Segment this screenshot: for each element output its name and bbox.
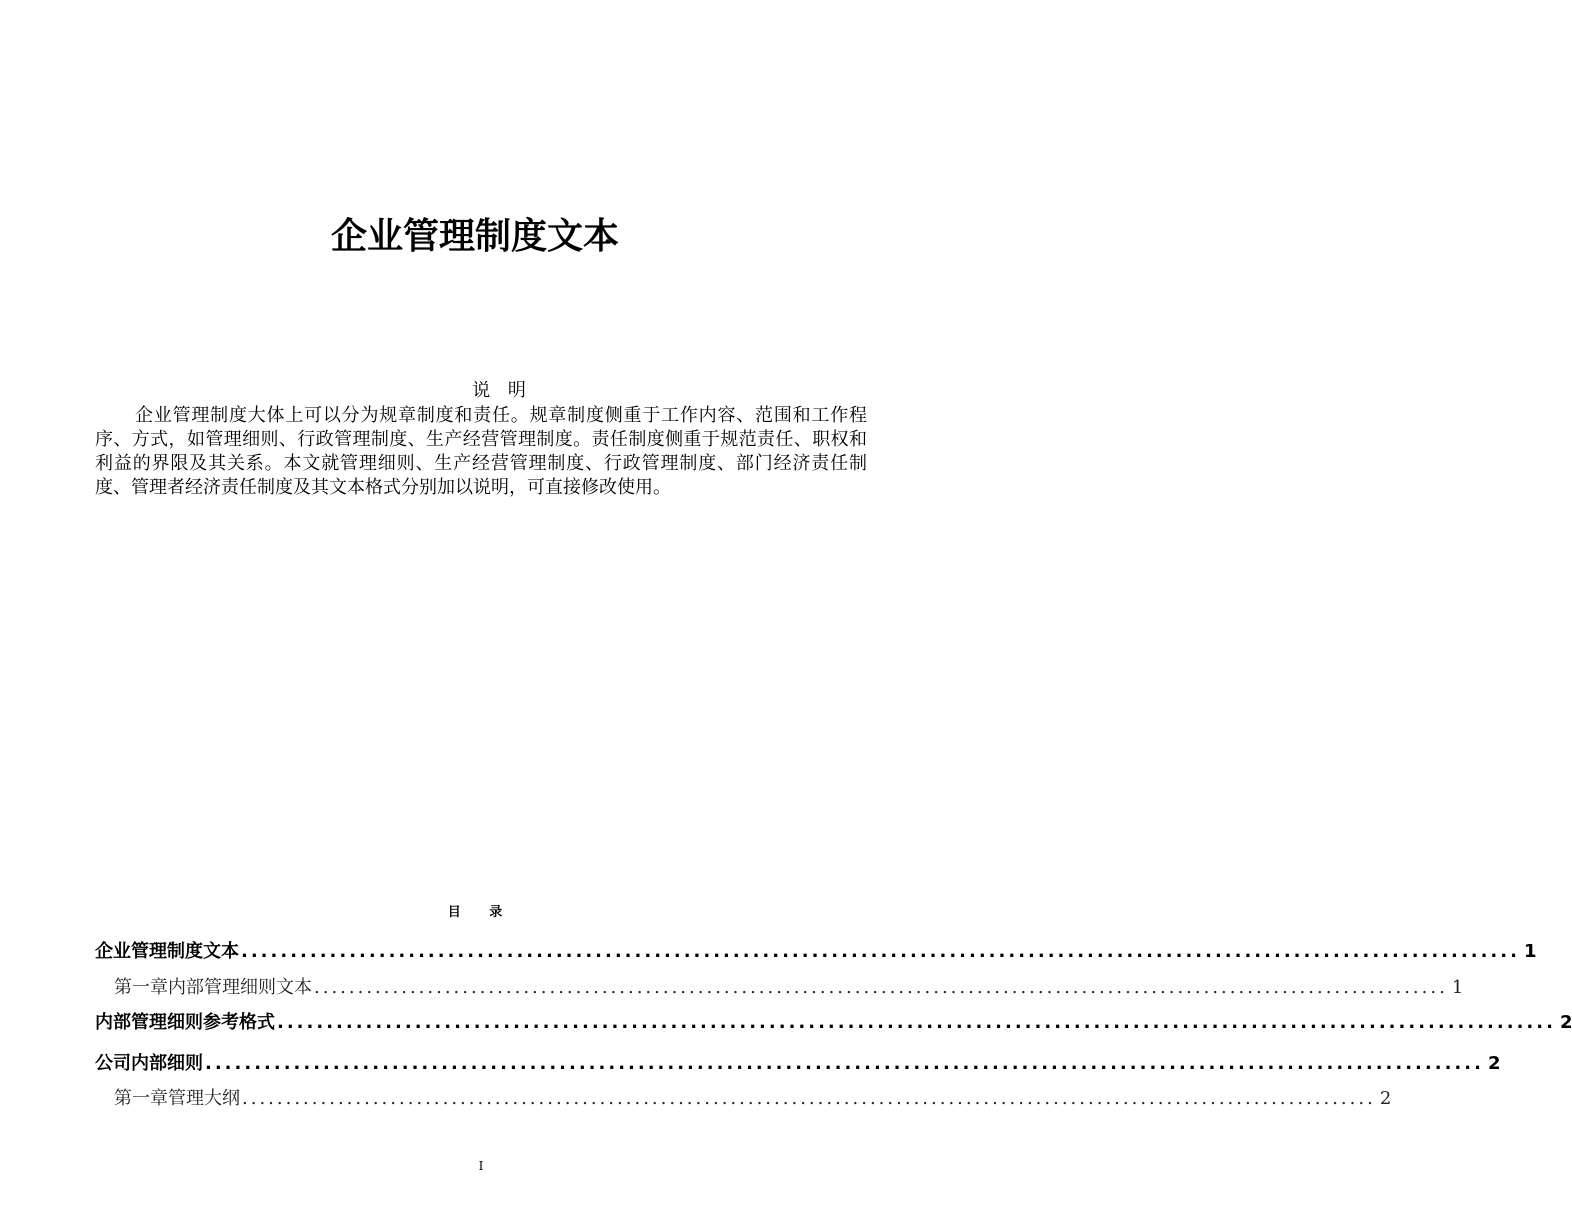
toc-entry-company-internal-rules[interactable]: [95, 1051, 1501, 1077]
toc-entry-label: 企业管理制度文本: [95, 941, 239, 962]
toc-entry-page: 2: [1559, 1012, 1572, 1033]
toc-dot-leader: ..................................................................................................................................: [277, 1012, 1556, 1033]
toc-entry-page: 2: [1487, 1053, 1501, 1074]
toc-dot-leader: ..................................................................................................................................: [205, 1053, 1484, 1074]
document-title: 企业管理制度文本: [330, 216, 619, 257]
toc-dot-leader: ..................................................................................................................................: [242, 1088, 1376, 1109]
toc-entry-page: 1: [1523, 941, 1537, 962]
toc-entry-chapter1-management-outline[interactable]: [114, 1086, 1392, 1112]
toc-entry-page: 2: [1379, 1088, 1392, 1109]
toc-heading: 目 录: [447, 905, 515, 920]
toc-entry-internal-rules-format[interactable]: [95, 1010, 1572, 1036]
toc-entry-label: 管理大纲: [168, 1088, 240, 1109]
section-heading-explanation: 说 明: [472, 380, 532, 401]
toc-entry-chapter: 第一章: [114, 977, 168, 998]
toc-entry-label: 公司内部细则: [95, 1053, 203, 1074]
toc-entry-chapter1-internal-rules-text[interactable]: [114, 975, 1464, 1001]
toc-entry-page: 1: [1451, 977, 1464, 998]
toc-entry-label: 内部管理细则参考格式: [95, 1012, 275, 1033]
toc-entry-chapter: 第一章: [114, 1088, 168, 1109]
toc-entry-label: 内部管理细则文本: [168, 977, 312, 998]
toc-entry-enterprise-management-text[interactable]: [95, 939, 1537, 965]
intro-paragraph: 企业管理制度大体上可以分为规章制度和责任。规章制度侧重于工作内容、范围和工作程序、方式，如管理细则、行政管理制度、生产经营管理制度。责任制度侧重于规范责任、职权和利益的界限及其关系。本文就管理细则、生产经营管理制度、行政管理制度、部门经济责任制度、管理者经济责任制度及其文本格式分别加以说明，可直接修改使用。: [95, 405, 867, 498]
toc-dot-leader: ..................................................................................................................................: [314, 977, 1448, 998]
page-number: I: [478, 1159, 484, 1173]
toc-dot-leader: ..................................................................................................................................: [241, 941, 1520, 962]
